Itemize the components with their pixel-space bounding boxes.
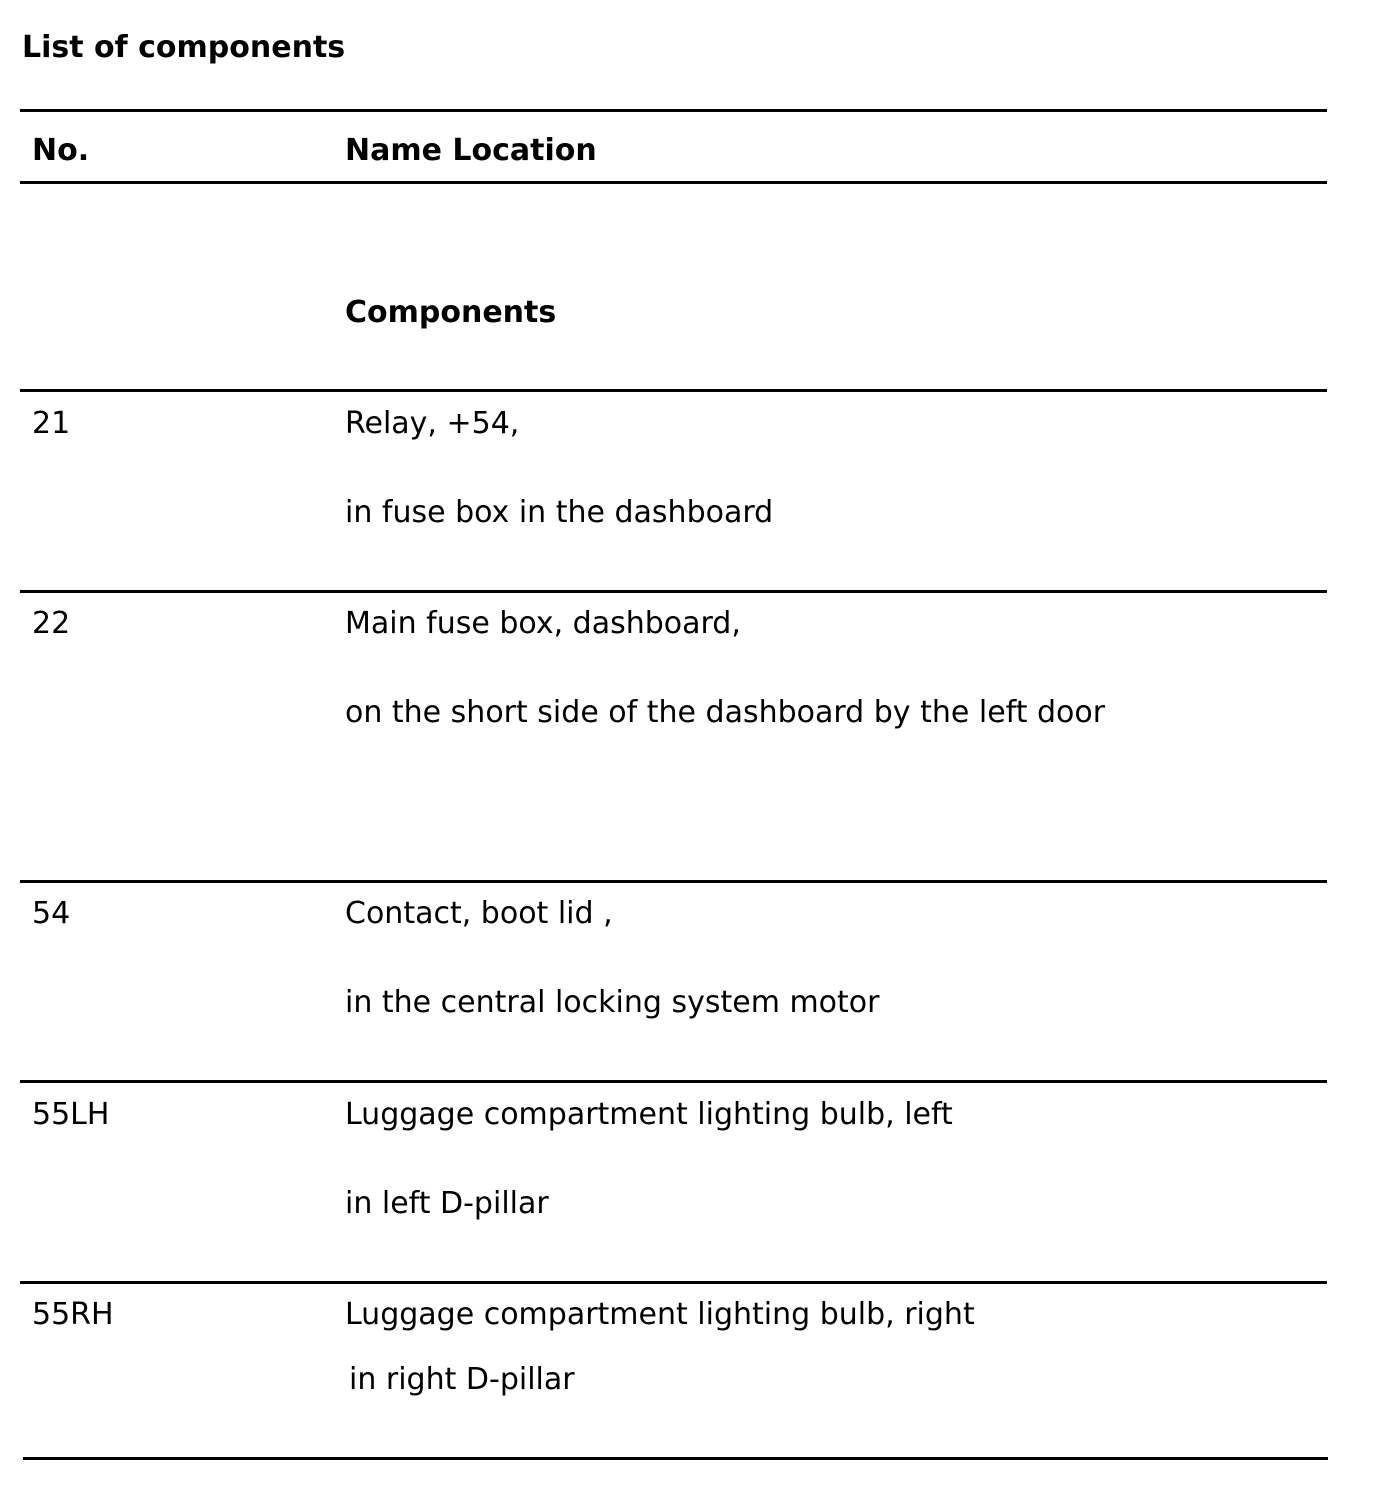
header-name-location: Name Location [345,133,597,168]
row-location: in left D-pillar [345,1186,549,1221]
row-rule [20,590,1327,593]
row-no: 55RH [32,1297,114,1332]
document-title: List of components [22,30,346,65]
row-no: 22 [32,606,71,641]
row-no: 55LH [32,1097,110,1132]
row-name: Main fuse box, dashboard, [345,606,741,641]
header-bottom-rule [20,181,1327,184]
row-name: Relay, +54, [345,406,520,441]
section-rule [20,389,1327,392]
row-location: in right D-pillar [349,1362,575,1397]
row-name: Luggage compartment lighting bulb, right [345,1297,975,1332]
row-rule [20,880,1327,883]
header-no: No. [32,133,90,168]
row-no: 21 [32,406,71,441]
row-location: in fuse box in the dashboard [345,495,774,530]
row-location: on the short side of the dashboard by the left door [345,695,1106,730]
section-heading: Components [345,295,557,330]
row-rule [20,1281,1327,1284]
table-top-rule [20,109,1327,112]
table-bottom-rule [23,1457,1328,1460]
row-rule [20,1080,1327,1083]
row-no: 54 [32,896,71,931]
row-name: Contact, boot lid , [345,896,613,931]
row-location: in the central locking system motor [345,985,880,1020]
row-name: Luggage compartment lighting bulb, left [345,1097,953,1132]
